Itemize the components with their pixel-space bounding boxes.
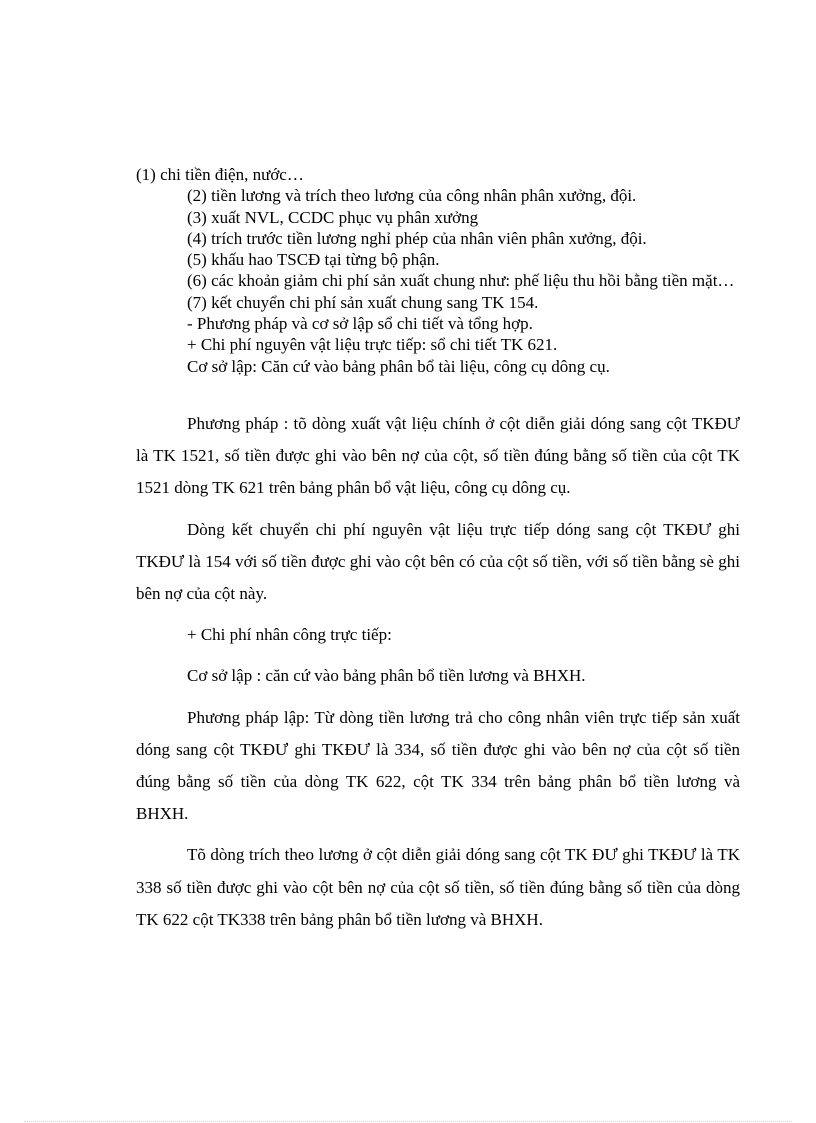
- page-bottom-divider: [24, 1121, 792, 1122]
- paragraph-material-method: Phương pháp : tõ dòng xuất vật liệu chính ở cột diễn giải dóng sang cột TKĐƯ là TK 1521, số tiền được ghi vào bên nợ của cột, số tiền đúng bằng số tiền của cột TK 1521 dòng TK 621 trên bảng phân bổ vật liệu, công cụ dông cụ.: [136, 414, 740, 498]
- list-block: [136, 164, 740, 377]
- material-basis: Cơ sở lập: Căn cứ vào bảng phân bổ tài liệu, công cụ dông cụ.: [187, 356, 610, 376]
- method-heading: - Phương pháp và cơ sở lập sổ chi tiết và tổng hợp.: [187, 314, 533, 334]
- paragraph-material-transfer: Dòng kết chuyển chi phí nguyên vật liệu trực tiếp dóng sang cột TKĐƯ ghi TKĐƯ là 154 với số tiền được ghi vào cột bên có của cột số tiền, với số tiền bằng sè ghi bên nợ của cột này.: [136, 519, 740, 604]
- list-item-6: (6) các khoản giảm chi phí sản xuất chung như: phế liệu thu hồi bằng tiền mặt…: [187, 271, 735, 291]
- list-item-4: (4) trích trước tiền lương nghỉ phép của nhân viên phân xưởng, đội.: [187, 228, 647, 248]
- list-item-1: (1) chi tiền điện, nước…: [136, 165, 304, 184]
- labor-cost-heading: + Chi phí nhân công trực tiếp:: [187, 625, 392, 645]
- material-cost-heading: + Chi phí nguyên vật liệu trực tiếp: sổ chi tiết TK 621.: [187, 335, 558, 355]
- body-text: [136, 408, 740, 945]
- list-item-5: (5) khấu hao TSCĐ tại từng bộ phận.: [187, 250, 440, 270]
- paragraph-labor-deductions: Tõ dòng trích theo lương ở cột diễn giải dóng sang cột TK ĐƯ ghi TKĐƯ là TK 338 số tiền được ghi vào cột bên nợ của cột số tiền, số tiền đúng bằng số tiền của dòng TK 622 cột TK338 trên bảng phân bổ tiền lương và BHXH.: [136, 845, 740, 929]
- paragraph-labor-method: Phương pháp lập: Từ dòng tiền lương trả cho công nhân viên trực tiếp sản xuất dóng sang cột TKĐƯ ghi TKĐƯ là 334, số tiền được ghi vào bên nợ của cột số tiền đúng bằng số tiền của dòng TK 622, cột TK 334 trên bảng phân bổ tiền lương và BHXH.: [136, 707, 740, 824]
- list-item-2: (2) tiền lương và trích theo lương của công nhân phân xưởng, đội.: [187, 186, 637, 206]
- list-item-3: (3) xuất NVL, CCDC phục vụ phân xưởng: [187, 207, 479, 227]
- paragraph-labor-basis: Cơ sở lập : căn cứ vào bảng phân bổ tiền lương và BHXH.: [187, 666, 586, 686]
- list-item-7: (7) kết chuyển chi phí sản xuất chung sang TK 154.: [187, 292, 539, 312]
